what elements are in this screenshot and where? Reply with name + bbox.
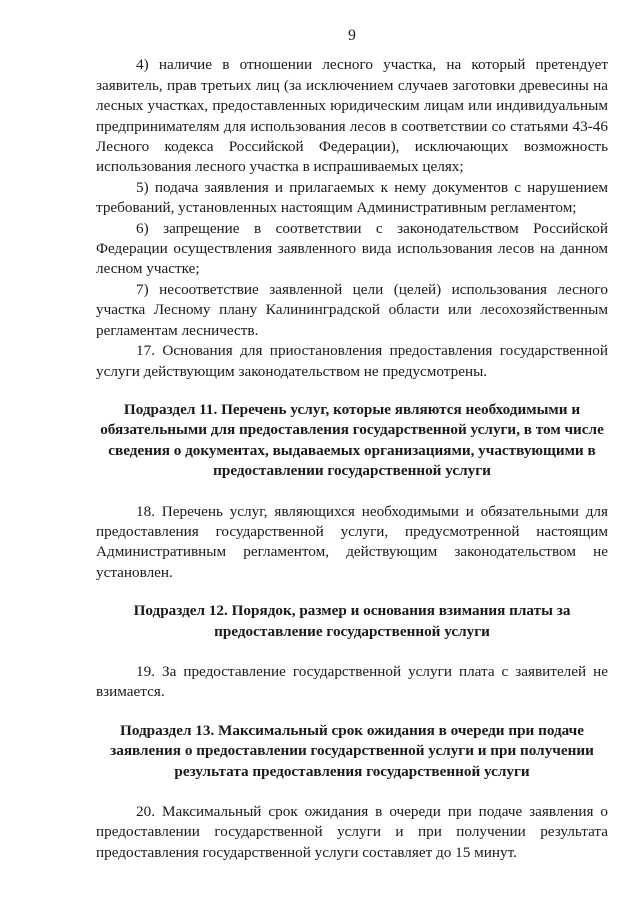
- subsection-13-heading: Подраздел 13. Максимальный срок ожидания в очереди при подаче заявления о предоставлении государственной услуги и при получении результата предоставления государственной услуги: [110, 721, 594, 780]
- subsection-12-heading: Подраздел 12. Порядок, размер и основания взимания платы за предоставление государственной услуги: [133, 602, 571, 640]
- clause-19: 19. За предоставление государственной услуги плата с заявителей не взимается.: [96, 662, 608, 701]
- subsection-11-heading: Подраздел 11. Перечень услуг, которые являются необходимыми и обязательными для предоставления государственной услуги, в том числе сведения о документах, выдаваемых организациями, участвующими в предоставлении государственной услуги: [100, 400, 604, 480]
- item-6: 6) запрещение в соответствии с законодательством Российской Федерации осуществления заявленного вида использования лесов на данном лесном участке;: [96, 219, 608, 278]
- item-4: 4) наличие в отношении лесного участка, на который претендует заявитель, прав третьих лиц (за исключением случаев заготовки древесины на лесных участках, предоставленных юридическим лицам или индивидуальным предпринимателям для использования лесов в соответствии со статьями 43-46 Лесного кодекса Российской Федерации), исключающих возможность использования лесного участка в испрашиваемых целях;: [96, 56, 608, 176]
- clause-20: 20. Максимальный срок ожидания в очереди при подаче заявления о предоставлении государственной услуги и при получении результата предоставления государственной услуги составляет до 15 минут.: [96, 803, 608, 861]
- page-number: 9: [348, 27, 356, 44]
- document-page: [96, 26, 608, 863]
- item-7: 7) несоответствие заявленной цели (целей) использования лесного участка Лесному плану Калининградской области или лесохозяйственным регламентам лесничеств.: [96, 280, 608, 339]
- item-5: 5) подача заявления и прилагаемых к нему документов с нарушением требований, установленных настоящим Административным регламентом;: [96, 178, 608, 217]
- clause-17: 17. Основания для приостановления предоставления государственной услуги действующим законодательством не предусмотрены.: [96, 342, 608, 380]
- clause-18: 18. Перечень услуг, являющихся необходимыми и обязательными для предоставления государственной услуги, предусмотренной настоящим Административным регламентом, действующим законодательством не установлен.: [96, 502, 608, 581]
